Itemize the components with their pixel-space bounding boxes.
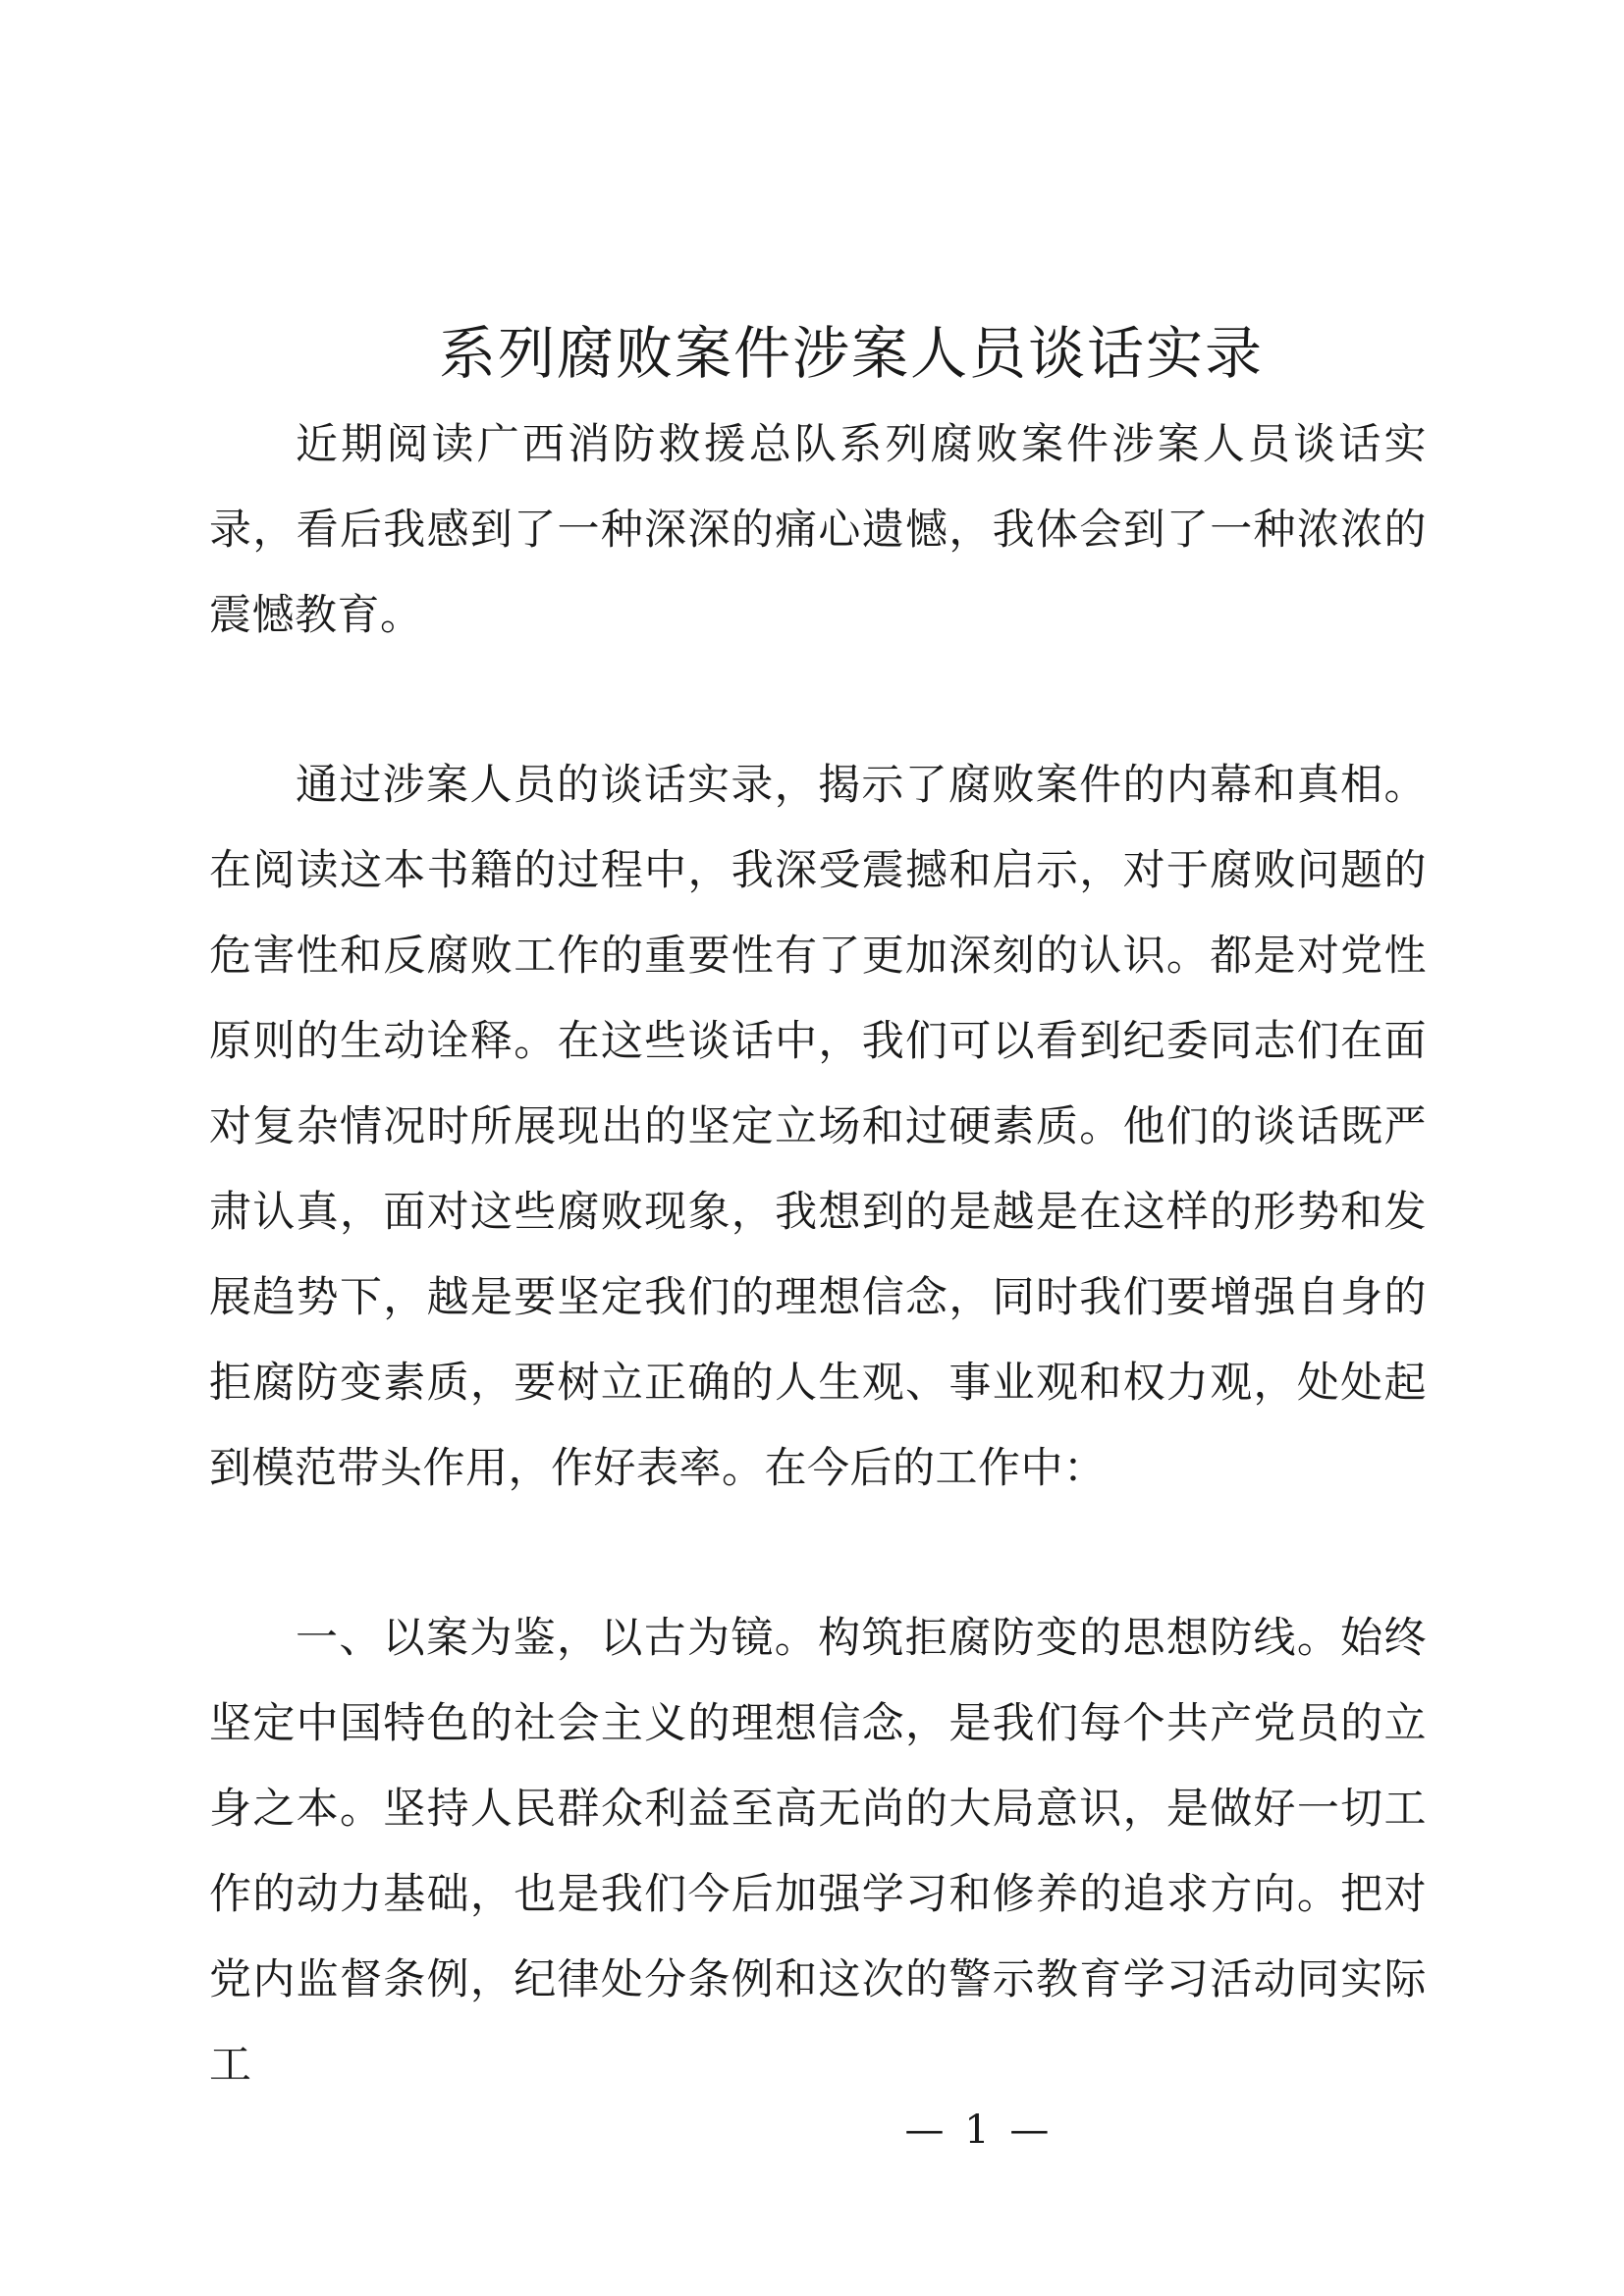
paragraph-reflection: 通过涉案人员的谈话实录，揭示了腐败案件的内幕和真相。在阅读这本书籍的过程中，我深受震撼和启示，对于腐败问题的危害性和反腐败工作的重要性有了更加深刻的认识。都是对党性原则的生动诠释。在这些谈话中，我们可以看到纪委同志们在面对复杂情况时所展现出的坚定立场和过硬素质。他们的谈话既严肃认真，面对这些腐败现象，我想到的是越是在这样的形势和发展趋势下，越是要坚定我们的理想信念，同时我们要增强自身的拒腐防变素质，要树立正确的人生观、事业观和权力观，处处起到模范带头作用，作好表率。在今后的工作中： — [209, 761, 1427, 1493]
paragraph-intro: 近期阅读广西消防救援总队系列腐败案件涉案人员谈话实录，看后我感到了一种深深的痛心遗憾，我体会到了一种浓浓的震憾教育。 — [209, 420, 1427, 640]
page-number: — 1 — — [904, 2108, 1054, 2153]
document-body — [209, 402, 1427, 2109]
paragraph-point-one: 一、以案为鉴，以古为镜。构筑拒腐防变的思想防线。始终坚定中国特色的社会主义的理想信念，是我们每个共产党员的立身之本。坚持人民群众利益至高无尚的大局意识，是做好一切工作的动力基础，也是我们今后加强学习和修养的追求方向。把对党内监督条例，纪律处分条例和这次的警示教育学习活动同实际工 — [209, 1614, 1427, 2090]
document-title: 系列腐败案件涉案人员谈话实录 — [438, 320, 1264, 387]
